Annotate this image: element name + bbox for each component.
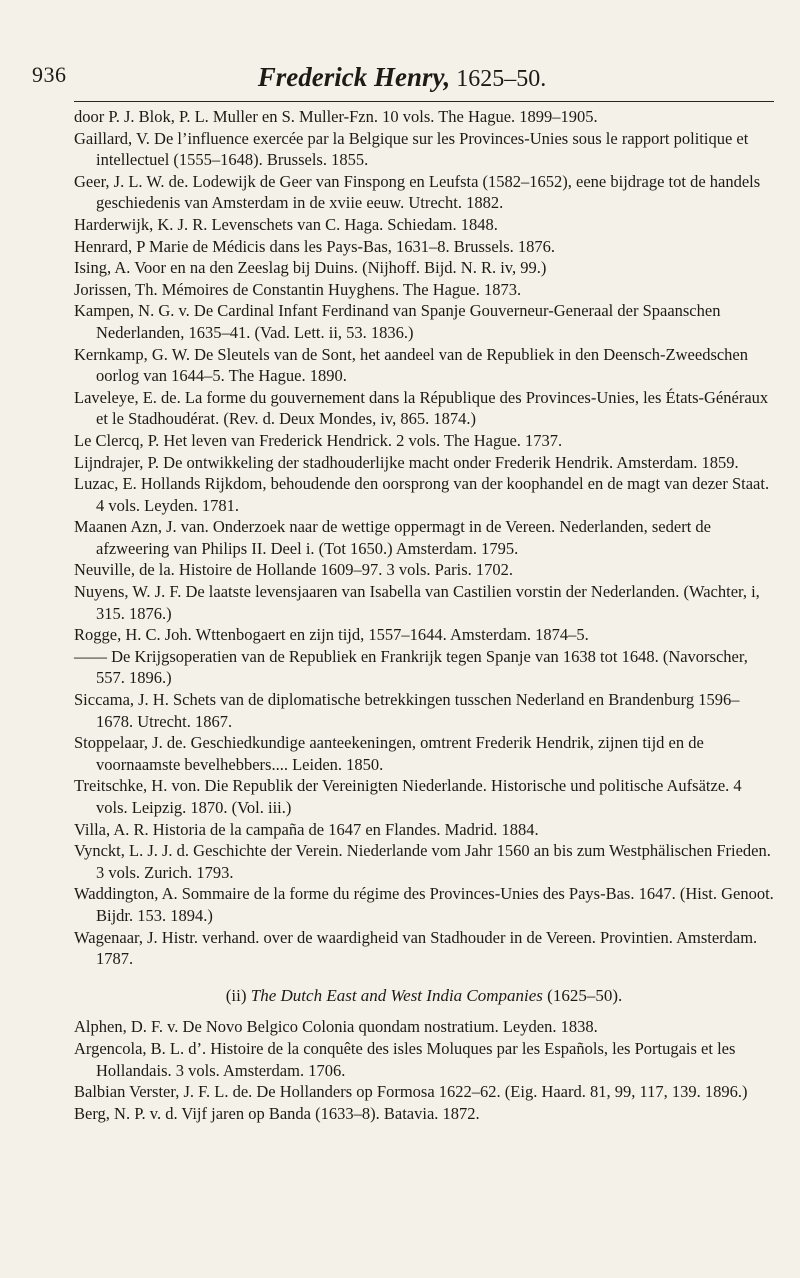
bibliography-entry: Le Clercq, P. Het leven van Frederick Hendrick. 2 vols. The Hague. 1737. (74, 430, 563, 450)
bibliography-entry: Rogge, H. C. Joh. Wttenbogaert en zijn tijd, 1557–1644. Amsterdam. 1874–5. (74, 625, 589, 645)
bibliography-entry: Gaillard, V. De l’influence exercée par la Belgique sur les Provinces-Unies sous le rapport politique et intellectuel (1555–1648). Brussels. 1855. (74, 128, 749, 170)
page-number: 936 (32, 62, 67, 87)
bibliography-entry: Kampen, N. G. v. De Cardinal Infant Ferdinand van Spanje Gouverneur-Generaal der Spaanschen Nederlanden, 1635–41. (Vad. Lett. ii, 53. 1836.) (74, 301, 721, 342)
running-title-text: Frederick Henry, (257, 62, 451, 92)
bibliography-entry: Berg, N. P. v. d. Vijf jaren op Banda (1633–8). Batavia. 1872. (74, 1103, 480, 1123)
section-heading (74, 985, 774, 1007)
bibliography-entry: Ising, A. Voor en na den Zeeslag bij Duins. (Nijhoff. Bijd. N. R. iv, 99.) (74, 258, 547, 278)
bibliography-entry: Treitschke, H. von. Die Republik der Vereinigten Niederlande. Historische und politische Aufsätze. 4 vols. Leipzig. 1870. (Vol. iii.) (74, 776, 742, 817)
bibliography-entry: Waddington, A. Sommaire de la forme du régime des Provinces-Unies des Pays-Bas. 1647. (Hist. Genoot. Bijdr. 153. 1894.) (74, 884, 774, 925)
bibliography-entry: Jorissen, Th. Mémoires de Constantin Huyghens. The Hague. 1873. (74, 279, 522, 299)
bibliography-entry: Neuville, de la. Histoire de Hollande 1609–97. 3 vols. Paris. 1702. (74, 560, 514, 580)
bibliography-entry: Alphen, D. F. v. De Novo Belgico Colonia quondam nostratium. Leyden. 1838. (74, 1017, 598, 1037)
bibliography-entry: Balbian Verster, J. F. L. de. De Hollanders op Formosa 1622–62. (Eig. Haard. 81, 99, 117, 139. 1896.) (74, 1082, 748, 1102)
bibliography-entry: Vynckt, L. J. J. d. Geschichte der Verein. Niederlande vom Jahr 1560 an bis zum Westphälischen Frieden. 3 vols. Zurich. 1793. (74, 841, 771, 882)
bibliography-entry: Stoppelaar, J. de. Geschiedkundige aanteekeningen, omtrent Frederik Hendrik, zijnen tijd en de voornaamste bevelhebbers.... Leiden. 1850. (74, 733, 704, 774)
bibliography-entry: door P. J. Blok, P. L. Muller en S. Muller-Fzn. 10 vols. The Hague. 1899–1905. (74, 107, 598, 126)
bibliography-entry: Geer, J. L. W. de. Lodewijk de Geer van Finspong en Leufsta (1582–1652), eene bijdrage tot de handels geschiedenis van Amsterdam in de xviie eeuw. Utrecht. 1882. (74, 171, 761, 213)
section-heading-suffix: (1625–50). (542, 985, 623, 1005)
bibliography-entry: Laveleye, E. de. La forme du gouvernement dans la République des Provinces-Unies, les États-Généraux et le Stadhoudérat. (Rev. d. Deux Mondes, iv, 865. 1874.) (74, 387, 769, 429)
bibliography-entry: Henrard, P Marie de Médicis dans les Pays-Bas, 1631–8. Brussels. 1876. (74, 236, 556, 256)
bibliography-entry: Wagenaar, J. Histr. verhand. over de waardigheid van Stadhouder in de Vereen. Provintien. Amsterdam. 1787. (74, 927, 758, 969)
section-heading-title: The Dutch East and West India Companies (250, 985, 543, 1005)
bibliography-entry: Maanen Azn, J. van. Onderzoek naar de wettige oppermagt in de Vereen. Nederlanden, sedert de afzweering van Philips II. Deel i. (Tot 1650.) Amsterdam. 1795. (74, 517, 711, 558)
bibliography-entry: —— De Krijgsoperatien van de Republiek en Frankrijk tegen Spanje van 1638 tot 1648. (Navorscher, 557. 1896.) (74, 646, 748, 688)
running-title-dates: 1625–50. (450, 66, 547, 92)
bibliography-list (74, 1016, 774, 1124)
header-rule (74, 101, 774, 102)
bibliography-entry: Kernkamp, G. W. De Sleutels van de Sont, het aandeel van de Republiek in den Deensch-Zweedschen oorlog van 1644–5. The Hague. 1890. (74, 344, 749, 386)
bibliography-list (74, 106, 774, 970)
bibliography-entry: Luzac, E. Hollands Rijkdom, behoudende den oorsprong van der koophandel en de magt van dezer Staat. 4 vols. Leyden. 1781. (74, 474, 770, 515)
bibliography-entry: Argencola, B. L. d’. Histoire de la conquête des isles Moluques par les Españols, les Portugais et les Hollandais. 3 vols. Amsterdam. 1706. (74, 1038, 736, 1080)
section-heading-prefix: (ii) (225, 985, 251, 1005)
running-head (32, 62, 772, 102)
running-title (32, 62, 772, 93)
bibliography-body (74, 106, 774, 1124)
bibliography-entry: Harderwijk, K. J. R. Levenschets van C. Haga. Schiedam. 1848. (74, 214, 498, 234)
bibliography-entry: Siccama, J. H. Schets van de diplomatische betrekkingen tusschen Nederland en Brandenburg 1596–1678. Utrecht. 1867. (74, 690, 740, 731)
bibliography-entry: Nuyens, W. J. F. De laatste levensjaaren van Isabella van Castilien vorstin der Nederlanden. (Wachter, i, 315. 1876.) (74, 582, 760, 623)
bibliography-entry: Lijndrajer, P. De ontwikkeling der stadhouderlijke macht onder Frederik Hendrik. Amsterdam. 1859. (74, 452, 739, 472)
bibliography-entry: Villa, A. R. Historia de la campaña de 1647 en Flandes. Madrid. 1884. (74, 819, 539, 839)
